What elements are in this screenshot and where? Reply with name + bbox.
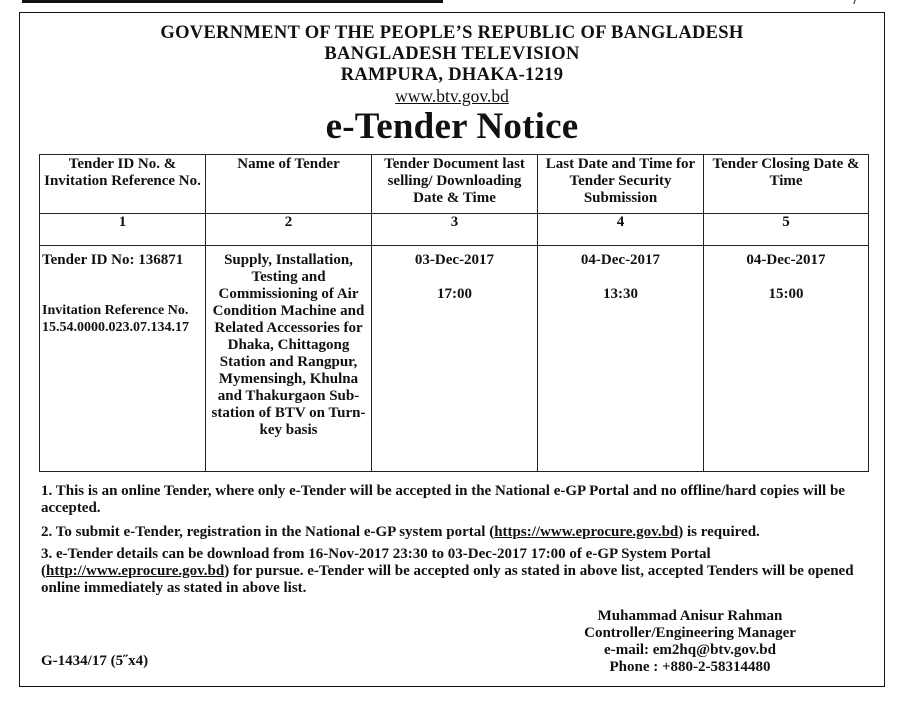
note-3 — [41, 546, 871, 597]
website-link[interactable]: www.btv.gov.bd — [395, 86, 509, 106]
notice-frame — [19, 12, 885, 687]
header-tender-name: Name of Tender — [206, 155, 372, 214]
header-doc-selling: Tender Document last selling/ Downloading Date & Time — [372, 155, 538, 214]
column-number: 1 — [40, 214, 206, 246]
invitation-ref-value: 15.54.0000.023.07.134.17 — [42, 320, 189, 335]
column-number: 3 — [372, 214, 538, 246]
header-tender-id: Tender ID No. & Invitation Reference No. — [40, 155, 206, 214]
closing-date: 04-Dec-2017 — [746, 252, 826, 268]
header-security-submission: Last Date and Time for Tender Security Submission — [538, 155, 704, 214]
column-number-row — [40, 214, 869, 246]
header-closing: Tender Closing Date & Time — [704, 155, 869, 214]
security-cell — [538, 246, 704, 472]
note-2 — [41, 524, 871, 541]
signatory-name: Muhammad Anisur Rahman — [597, 608, 783, 624]
note-2-text: 2. To submit e-Tender, registration in the National e-GP system portal ( — [41, 524, 495, 540]
signatory-phone: Phone : +880-2-58314480 — [609, 659, 771, 675]
note-1: 1. This is an online Tender, where only e-Tender will be accepted in the National e-GP Portal and no offline/hard copies will be accepted. — [41, 483, 845, 516]
address-heading: RAMPURA, DHAKA-1219 — [340, 65, 564, 85]
note-3-text: 3. e-Tender details can be download from 16-Nov-2017 23:30 to 03-Dec-2017 17:00 of e-GP System Portal ( — [41, 546, 711, 579]
doc-selling-cell — [372, 246, 538, 472]
tender-table — [39, 154, 869, 472]
column-number: 2 — [206, 214, 372, 246]
tender-id-cell — [40, 246, 206, 472]
closing-time: 15:00 — [768, 286, 804, 302]
signatory-email: e-mail: em2hq@btv.gov.bd — [604, 642, 776, 658]
org-heading: BANGLADESH TELEVISION — [324, 44, 580, 64]
security-date: 04-Dec-2017 — [580, 252, 661, 268]
tender-id: Tender ID No: 136871 — [42, 252, 184, 268]
doc-selling-date: 03-Dec-2017 — [414, 252, 495, 268]
eprocure-link[interactable]: https://www.eprocure.gov.bd — [494, 524, 679, 540]
table-row — [40, 246, 869, 472]
note-3-text-end: ) for pursue. e-Tender will be accepted only as stated in above list, accepted Tenders will be opened online immediately as stated in above list. — [41, 563, 854, 596]
corner-mark — [847, 0, 855, 4]
column-number: 5 — [704, 214, 869, 246]
govt-heading: GOVERNMENT OF THE PEOPLE’S REPUBLIC OF BANGLADESH — [160, 23, 744, 43]
ad-code: G-1434/17 (5˝x4) — [41, 653, 149, 669]
doc-selling-time: 17:00 — [437, 286, 472, 302]
signatory-designation: Controller/Engineering Manager — [584, 625, 796, 641]
invitation-ref-label: Invitation Reference No. — [42, 303, 189, 318]
tender-name-cell: Supply, Installation, Testing and Commissioning of Air Condition Machine and Related Accessories for Dhaka, Chittagong Station and Rangpur, Mymensingh, Khulna and Thakurgaon Sub-station of BTV on Turn-key basis — [206, 246, 372, 472]
eprocure-portal-link[interactable]: http://www.eprocure.gov.bd — [46, 563, 225, 579]
note-2-text-end: ) is required. — [678, 524, 760, 540]
security-time: 13:30 — [603, 286, 638, 302]
top-rule — [22, 0, 443, 3]
closing-cell — [704, 246, 869, 472]
table-header-row — [40, 155, 869, 214]
notice-title: e-Tender Notice — [325, 106, 579, 147]
column-number: 4 — [538, 214, 704, 246]
